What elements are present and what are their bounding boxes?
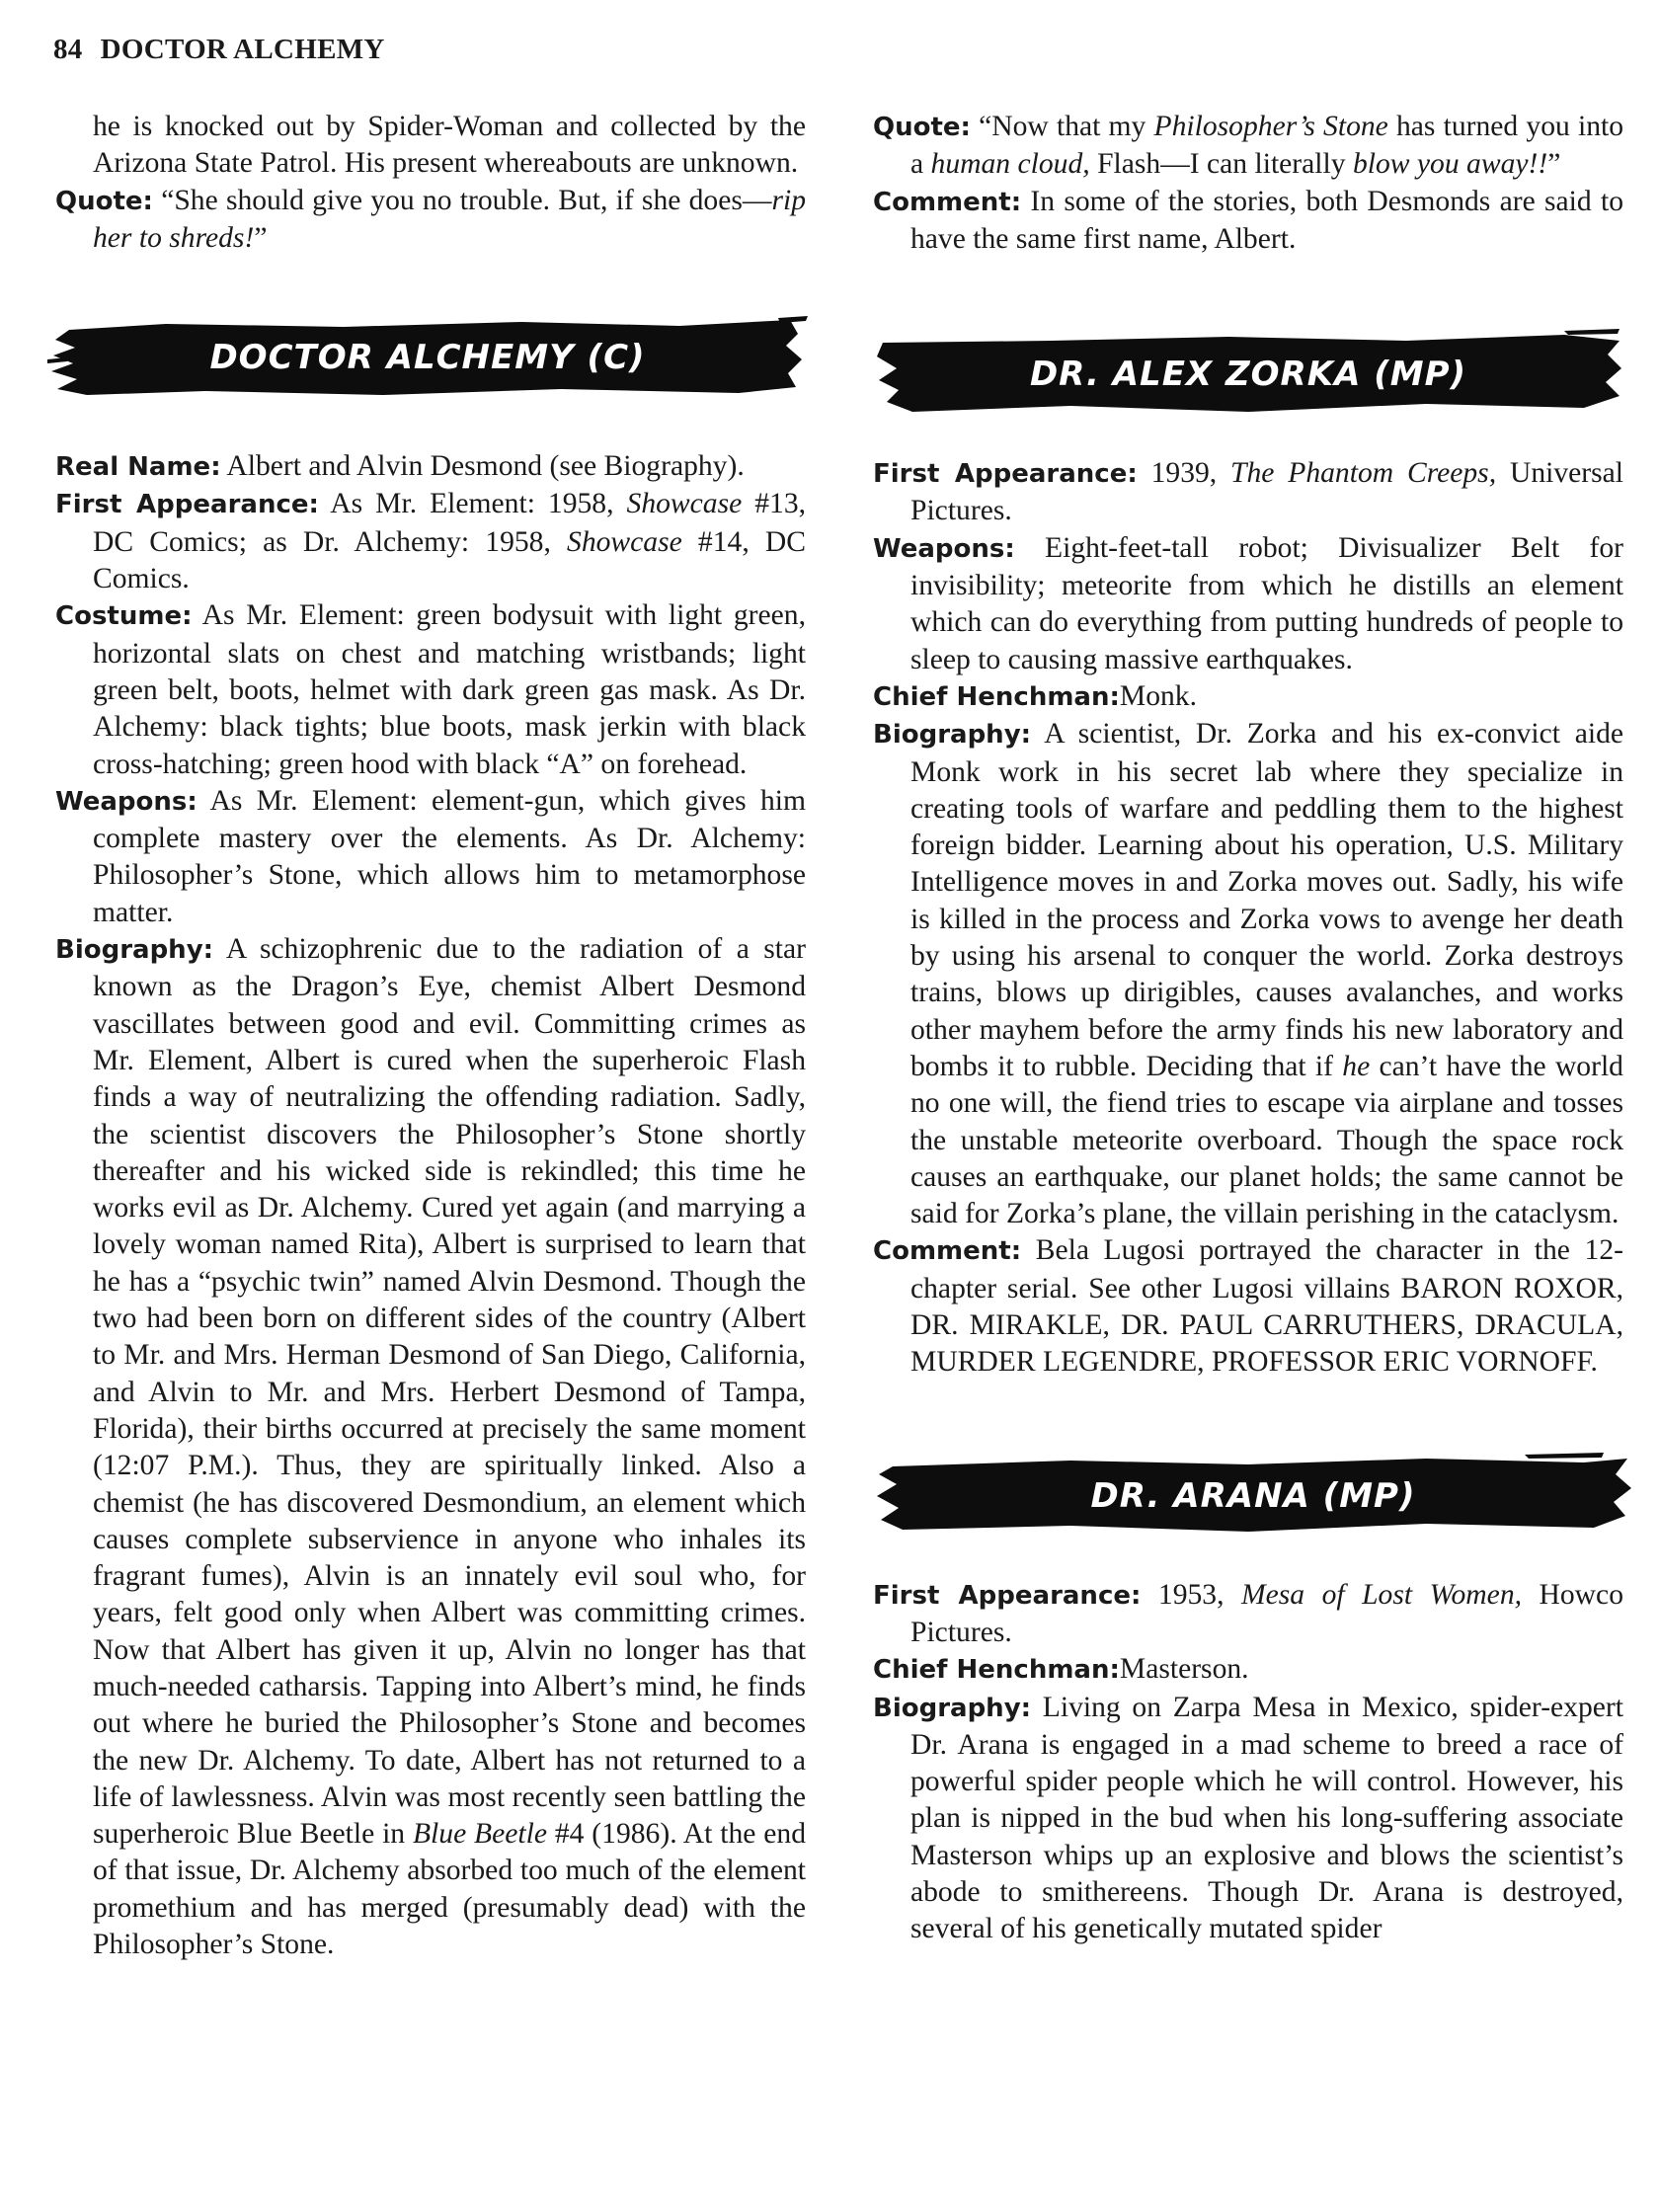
previous-entry-continuation: he is knocked out by Spider-Woman and collected by the Arizona State Patrol. His present whereabouts are unknown. xyxy=(93,111,806,180)
quote-field xyxy=(873,109,1623,184)
field-value: As Mr. Element: 1958, xyxy=(330,488,614,520)
chief-henchman-field xyxy=(873,678,1623,716)
field-value: 1939, xyxy=(1150,457,1218,490)
section-banner-doctor-alchemy xyxy=(47,312,808,403)
biography-field xyxy=(873,1690,1623,1948)
field-value: #4 (1986). At the end of that issue, Dr. Alchemy absorbed too much of the element promethium and has merged (presumably dead) with the Philosopher’s Stone. xyxy=(93,1818,806,1961)
field-value-italic: The Phantom Creeps, xyxy=(1230,457,1497,490)
right-column xyxy=(873,109,1623,1948)
field-value: “Now that my xyxy=(979,111,1146,142)
quote-label: Quote: xyxy=(55,186,153,216)
field-label: Costume: xyxy=(55,601,193,632)
field-value: Flash—I can literally xyxy=(1097,148,1346,181)
field-value-italic: blow you away!! xyxy=(1352,148,1548,181)
running-head xyxy=(53,34,385,66)
field-label: Biography: xyxy=(873,1693,1032,1723)
costume-field xyxy=(55,597,806,782)
field-value-italic: human cloud, xyxy=(930,148,1090,181)
weapons-field xyxy=(873,530,1623,678)
field-value: Bela Lugosi portrayed the character in the 12-chapter serial. See other Lugosi villains BARON ROXOR, DR. MIRAKLE, DR. PAUL CARRUTHERS, DRACULA, MURDER LEGENDRE, PROFESSOR ERIC VORNOFF. xyxy=(910,1234,1623,1379)
field-value: In some of the stories, both Desmonds are said to have the same first name, Albert. xyxy=(910,185,1623,255)
section-banner-dr-alex-zorka xyxy=(873,329,1623,420)
running-title: DOCTOR ALCHEMY xyxy=(100,34,385,65)
left-column xyxy=(55,109,806,1963)
comment-field xyxy=(873,184,1623,259)
real-name-field xyxy=(55,448,806,486)
field-label: Biography: xyxy=(873,720,1032,750)
field-value: A schizophrenic due to the radiation of a star known as the Dragon’s Eye, chemist Albert Desmond vascillates between good and evil. Committing crimes as Mr. Element, Albert is cured when the superheroic Flash finds a way of neutralizing the offending radiation. Sadly, the scientist discovers the Philosopher’s Stone shortly thereafter and his wicked side is rekindled; this time he works evil as Dr. Alchemy. Cured yet again (and marrying a lovely woman named Rita), Albert is surprised to learn that he has a “psychic twin” named Alvin Desmond. Though the two had been born on different sides of the country (Albert to Mr. and Mrs. Herman Desmond of San Diego, California, and Alvin to Mr. and Mrs. Herbert Desmond of Tampa, Florida), their births occurred at precisely the same moment (12:07 P.M.). Thus, they are spiritually linked. Also a chemist (he has discovered Desmondium, an element which causes complete subservience in anyone who inhales its fragrant fumes), Alvin is an innately evil soul who, for years, felt good only when Albert was committing crimes. Now that Albert has given it up, Alvin no longer has that much-needed catharsis. Tapping into Albert’s mind, he finds out where he buried the Philosopher’s Stone and becomes the new Dr. Alchemy. To date, Albert has not returned to a life of lawlessness. Alvin was most recently seen battling the superheroic Blue Beetle in xyxy=(93,933,807,1851)
field-label: Biography: xyxy=(55,935,214,966)
first-appearance-field xyxy=(873,455,1623,530)
quote-close: ” xyxy=(254,221,268,254)
section-banner-dr-arana xyxy=(873,1451,1633,1541)
field-value: Albert and Alvin Desmond (see Biography). xyxy=(226,450,745,483)
field-value-italic: Showcase xyxy=(567,525,682,558)
quote-italic: rip her to shreds! xyxy=(93,184,807,254)
field-value: Masterson. xyxy=(1119,1653,1249,1686)
biography-field xyxy=(55,931,806,1963)
field-label: Chief Henchman: xyxy=(873,1655,1120,1686)
section-title: DOCTOR ALCHEMY (C) xyxy=(209,338,646,378)
chief-henchman-field xyxy=(873,1651,1623,1689)
field-value-italic: he xyxy=(1342,1050,1371,1082)
previous-entry-quote xyxy=(55,183,806,258)
field-label: First Appearance: xyxy=(873,459,1138,490)
field-label: Weapons: xyxy=(55,786,198,817)
field-label: Quote: xyxy=(873,113,971,142)
field-label: First Appearance: xyxy=(55,490,319,520)
page-number: 84 xyxy=(53,34,83,65)
field-value: #14, DC Comics. xyxy=(93,525,806,595)
section-title: DR. ALEX ZORKA (MP) xyxy=(1029,355,1467,395)
field-value: Monk. xyxy=(1119,679,1197,712)
field-value-italic: Mesa of Lost Women, xyxy=(1240,1578,1523,1611)
field-label: Comment: xyxy=(873,187,1022,217)
field-value: 1953, xyxy=(1157,1578,1224,1611)
field-value-italic: Blue Beetle xyxy=(412,1818,547,1851)
biography-field xyxy=(873,716,1623,1232)
first-appearance-field xyxy=(55,486,806,597)
field-value: Living on Zarpa Mesa in Mexico, spider-expert Dr. Arana is engaged in a mad scheme to breed a race of powerful spider people which he will control. However, his plan is nipped in the bud when his long-suffering associate Masterson whips up an explosive and blows the scientist’s abode to smithereens. Though Dr. Arana is destroyed, several of his genetically mutated spider xyxy=(910,1691,1623,1945)
field-value: ” xyxy=(1547,148,1561,181)
field-value: A scientist, Dr. Zorka and his ex-convict aide Monk work in his secret lab where they specialize in creating tools of warfare and peddling them to the highest foreign bidder. Learning about his operation, U.S. Military Intelligence moves in and Zorka moves out. Sadly, his wife is killed in the process and Zorka vows to avenge her death by using his arsenal to conquer the world. Zorka destroys trains, blows up dirigibles, causes avalanches, and works other mayhem before the army finds his new laboratory and bombs it to rubble. Deciding that if xyxy=(910,718,1624,1082)
comment-field xyxy=(873,1232,1623,1381)
first-appearance-field xyxy=(873,1577,1623,1652)
field-value-italic: Showcase xyxy=(626,488,743,520)
field-value: has turned you into a xyxy=(910,111,1624,181)
field-value: Eight-feet-tall robot; Divisualizer Belt for invisibility; meteorite from which he distills an element which can do everything from putting hundreds of people to sleep to causing massive earthquakes. xyxy=(910,531,1623,675)
field-value: Universal Pictures. xyxy=(910,457,1624,527)
field-value: can’t have the world no one will, the fiend tries to escape via airplane and tosses the unstable meteorite overboard. Though the space rock causes an earthquake, our planet holds; the same cannot be said for Zorka’s plane, the villain perishing in the cataclysm. xyxy=(910,1050,1623,1230)
field-label: Real Name: xyxy=(55,452,221,483)
section-title: DR. ARANA (MP) xyxy=(1090,1475,1416,1516)
field-value: As Mr. Element: green bodysuit with light green, horizontal slats on chest and matching wristbands; light green belt, boots, helmet with dark green gas mask. As Dr. Alchemy: black tights; blue boots, mask jerkin with black cross-hatching; green hood with black “A” on forehead. xyxy=(93,599,806,780)
field-value: As Mr. Element: element-gun, which gives him complete mastery over the elements. As Dr. Alchemy: Philosopher’s Stone, which allows him to metamorphose matter. xyxy=(93,784,807,928)
field-label: Chief Henchman: xyxy=(873,681,1120,712)
field-label: Comment: xyxy=(873,1236,1022,1267)
field-label: Weapons: xyxy=(873,533,1015,564)
weapons-field xyxy=(55,783,806,931)
quote-text: “She should give you no trouble. But, if she does— xyxy=(161,184,772,216)
field-value: Howco Pictures. xyxy=(910,1578,1623,1648)
field-label: First Appearance: xyxy=(873,1580,1142,1611)
field-value-italic: Philosopher’s Stone xyxy=(1153,111,1388,142)
field-value: #13, DC Comics; as Dr. Alchemy: 1958, xyxy=(93,488,807,558)
